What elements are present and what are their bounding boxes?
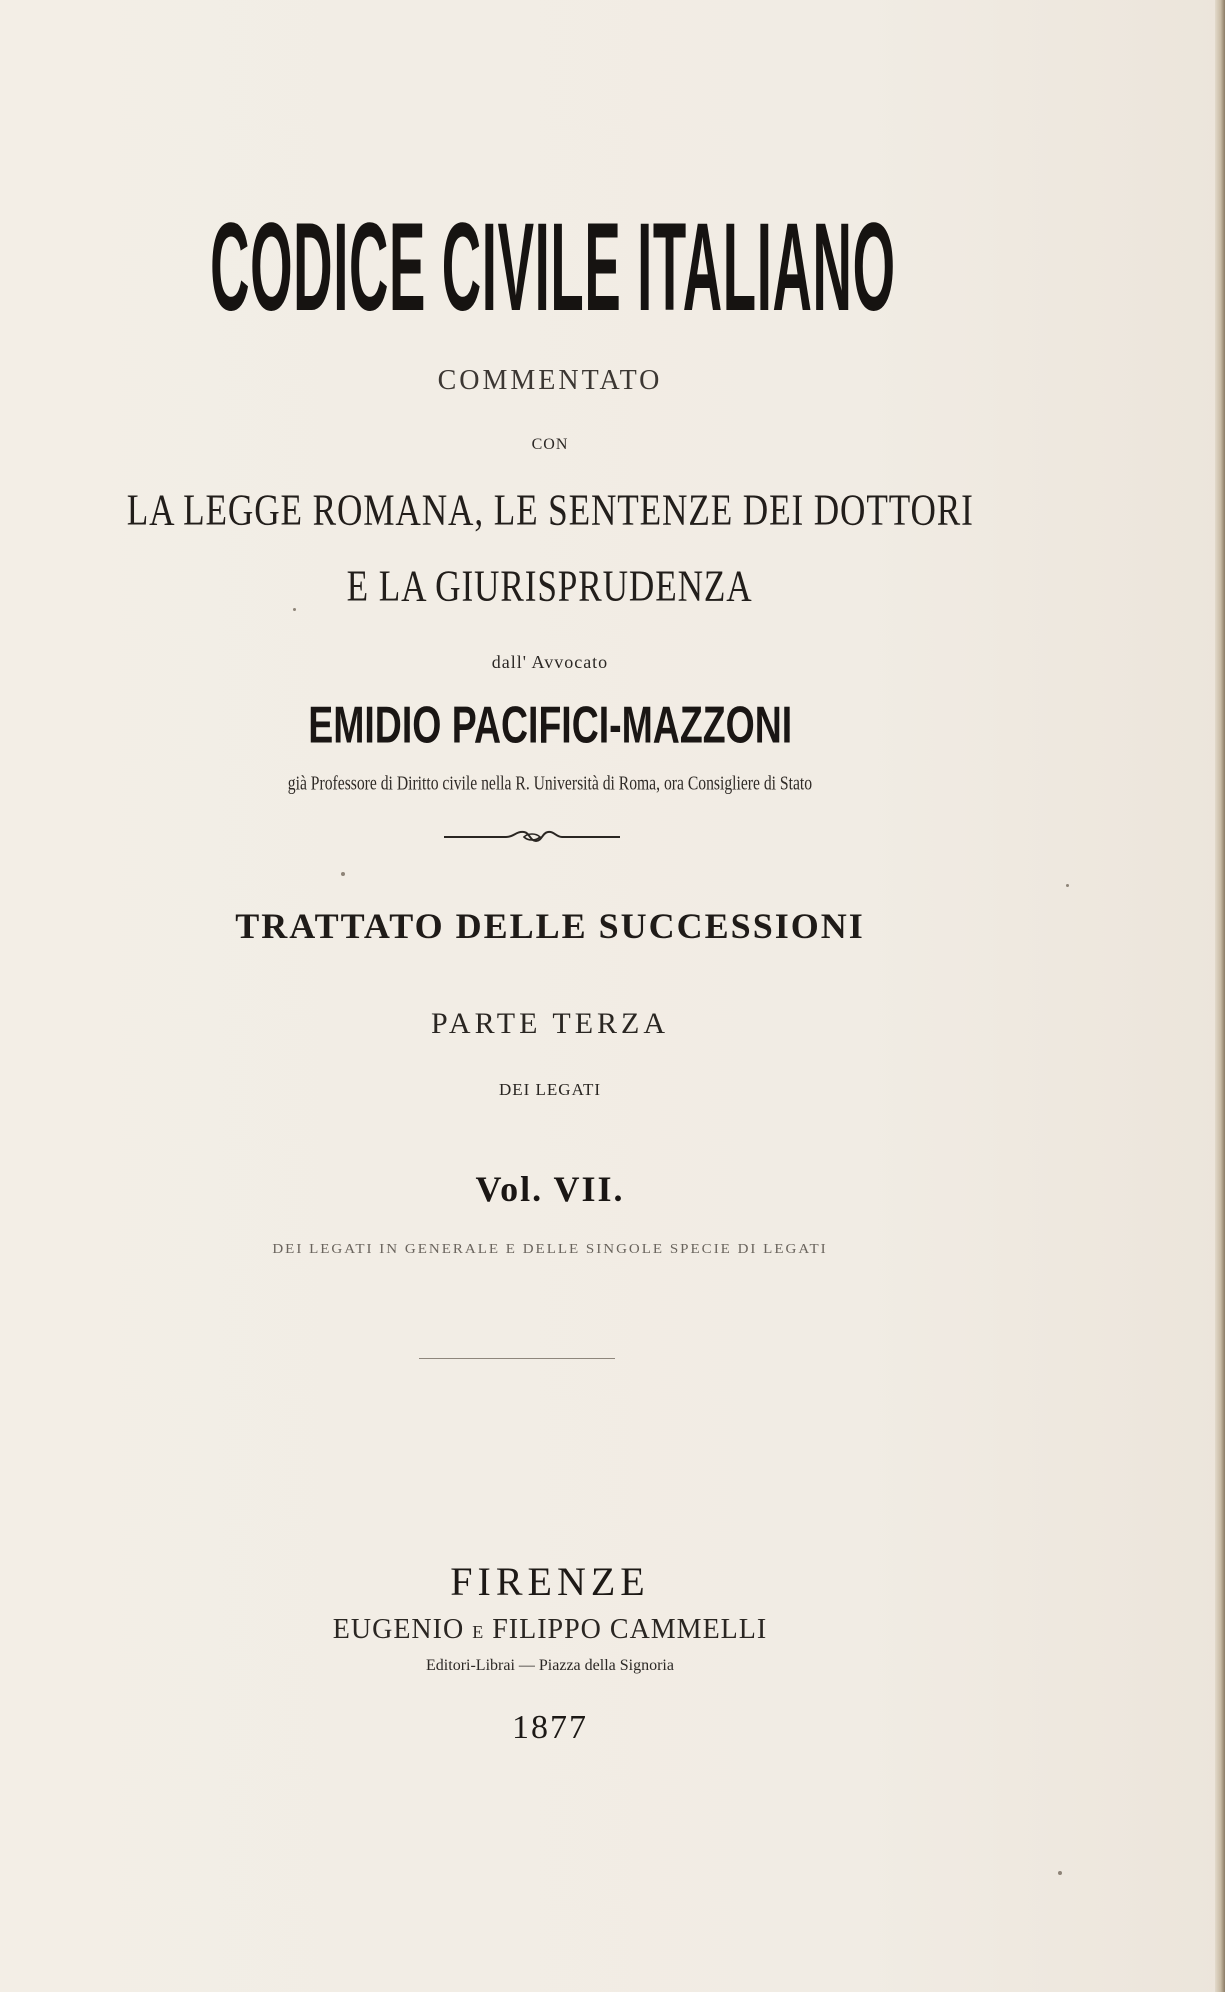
author-note: già Professore di Diritto civile nella R. Università di Roma, ora Consigliere di Stato: [287, 772, 813, 794]
subtitle-line-2: E LA GIURISPRUDENZA: [347, 561, 753, 611]
page-edge: [1215, 0, 1225, 1992]
book-title: CODICE CIVILE ITALIANO: [210, 196, 896, 338]
subtitle-line-1: LA LEGGE ROMANA, LE SENTENZE DEI DOTTORI: [126, 485, 974, 535]
publication-year: 1877: [512, 1709, 588, 1746]
paper-speck: [341, 872, 345, 876]
treatise-title: TRATTATO DELLE SUCCESSIONI: [235, 906, 865, 946]
imprint-city: FIRENZE: [450, 1559, 650, 1604]
part-subject: DEI LEGATI: [498, 1080, 602, 1099]
publisher-note: Editori-Librai — Piazza della Signoria: [426, 1657, 674, 1674]
horizontal-rule: [419, 1358, 615, 1359]
paper-speck: [293, 608, 296, 611]
commentato-line: COMMENTATO: [437, 365, 663, 396]
part-heading: PARTE TERZA: [430, 1007, 670, 1040]
by-line: dall' Avvocato: [491, 652, 609, 672]
author-name: EMIDIO PACIFICI-MAZZONI: [308, 697, 792, 755]
volume-subject: DEI LEGATI IN GENERALE E DELLE SINGOLE SPECIE DI LEGATI: [272, 1242, 828, 1257]
paper-speck: [1058, 1871, 1062, 1875]
publisher-name: EUGENIO E FILIPPO CAMMELLI: [332, 1614, 768, 1645]
paper-speck: [1066, 884, 1069, 887]
volume-number: Vol. VII.: [475, 1169, 625, 1209]
ornament-divider: [444, 826, 620, 848]
con-line: CON: [531, 436, 569, 453]
